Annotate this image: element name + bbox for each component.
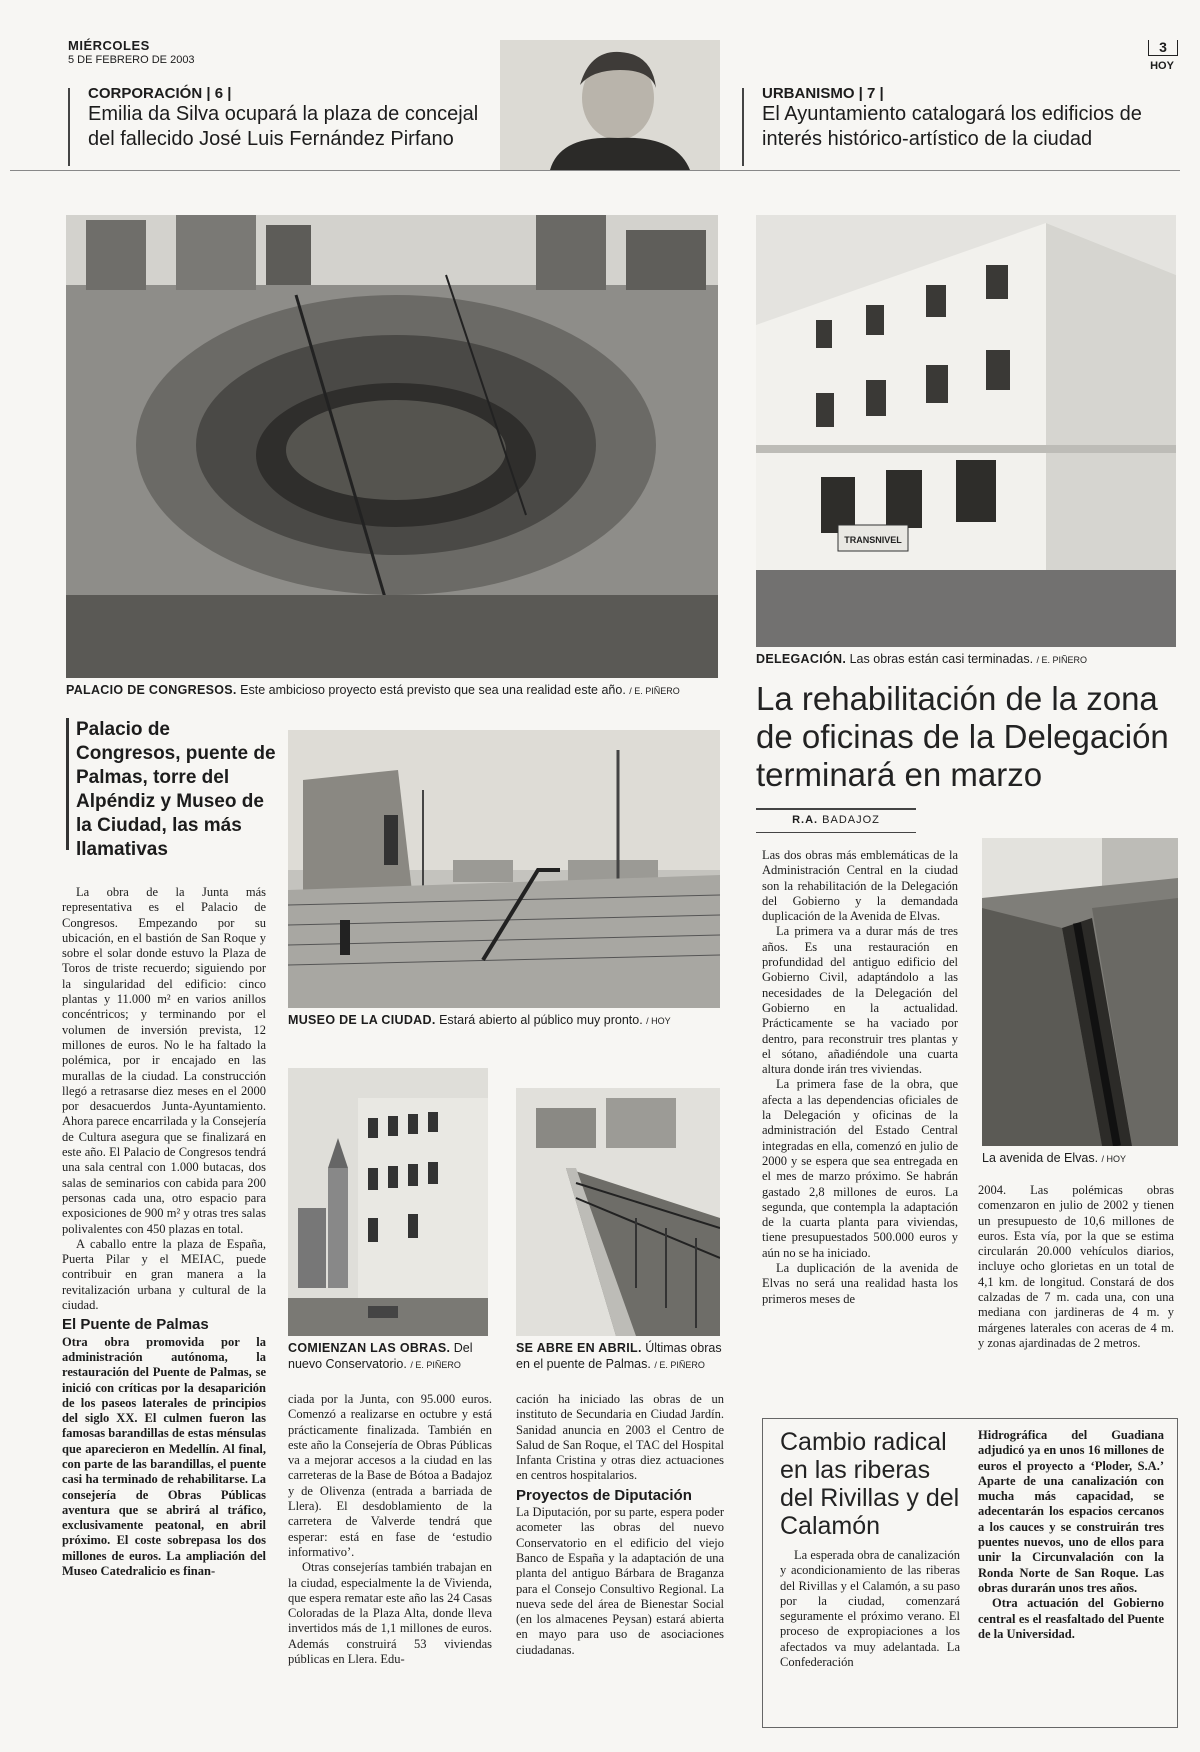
palacio-caption <box>66 682 726 699</box>
museo-caption-label: MUSEO DE LA CIUDAD. <box>288 1013 436 1027</box>
museo-caption <box>288 1012 728 1029</box>
elvas-photo <box>982 838 1178 1146</box>
byline <box>756 814 916 826</box>
conservatorio-caption <box>288 1340 498 1373</box>
puente-caption-label: SE ABRE EN ABRIL. <box>516 1341 642 1355</box>
elvas-caption <box>982 1150 1182 1167</box>
left-col1-p3: Otra obra promovida por la administración autónoma, la restauración del Puente de Palmas, se inició con críticas por la desaparición de los paseos laterales de principios del siglo XX. El culmen fueron las famosas barandillas de estas ménsulas que aparecieron en Medellín. Al final, con parte de las barandillas, el puente casi ha terminado de rehabilitarse. La consejería de Obras Públicas aventura que se abrirá al tráfico, exclusivamente peatonal, en abril próximo. El coste sobrepasa los dos millones de euros. La ampliación del Museo Catedralicio es finan- <box>62 1334 266 1579</box>
puente-caption <box>516 1340 728 1373</box>
left-col1-p2: A caballo entre la plaza de España, Puerta Pilar y el MEIAC, puede contribuir en gran manera a la revitalización urbana y cultural de la ciudad. <box>62 1236 266 1313</box>
puente-caption-credit: / E. PIÑERO <box>654 1360 705 1370</box>
teaser-right-text: El Ayuntamiento catalogará los edificios de interés histórico-artístico de la ciudad <box>762 103 1142 150</box>
teaser-left-text: Emilia da Silva ocupará la plaza de concejal del fallecido José Luis Fernández Pirfano <box>88 103 479 150</box>
delegacion-caption-credit: / E. PIÑERO <box>1036 655 1088 665</box>
teaser-left-section: CORPORACIÓN <box>88 85 203 102</box>
museo-photo <box>288 730 720 1008</box>
rivillas-col1-text: La esperada obra de canalización y acondicionamiento de las riberas del Rivillas y el Calamón, a su paso por la ciudad, comenzará seguramente el próximo verano. El proceso de expropiaciones a los afectados va muy adelantada. La Confederación <box>780 1548 960 1670</box>
left-article-col3 <box>516 1392 724 1658</box>
left-col3-p1: cación ha iniciado las obras de un instituto de Secundaria en Ciudad Jardín. Sanidad anuncia en 2003 el Centro de Salud de San Roque, el TAC del Hospital Infanta Cristina y otras diez actuaciones en centros hospitalarios. <box>516 1392 724 1483</box>
delegacion-caption <box>756 651 1186 668</box>
page-number: 3 <box>1148 40 1178 56</box>
delegacion-caption-label: DELEGACIÓN. <box>756 652 847 666</box>
elvas-caption-credit: / HOY <box>1101 1154 1127 1164</box>
museo-caption-credit: / HOY <box>646 1016 671 1026</box>
header-rule <box>10 170 1180 171</box>
conservatorio-photo <box>288 1068 488 1336</box>
teaser-right-divider <box>742 88 744 166</box>
right-col1-p3: La primera fase de la obra, que afecta a las dependencias oficiales de la Delegación y oficinas de la administración del Estado Central integradas en ella, comenzó en julio de 2000 y se espera que sea entregada en el mes de marzo próximo. Se habrán gastado 2,8 millones de euros. La segunda, que contempla la adaptación de la cuarta planta para viviendas, tiene presupuestados 500.000 euros y aún no se ha iniciado. <box>762 1077 958 1260</box>
byline-top-rule <box>756 808 916 810</box>
palacio-photo <box>66 215 718 678</box>
headline-bar <box>66 718 69 850</box>
delegacion-caption-text: Las obras están casi terminadas. <box>849 652 1034 666</box>
rivillas-headline: Cambio radical en las riberas del Rivillas y del Calamón <box>780 1428 960 1540</box>
left-col1-p1: La obra de la Junta más representativa es el Palacio de Congresos. Empezando por su ubicación, en el bastión de San Roque y sobre el solar donde estuvo la Plaza de Toros de triste recuerdo; siguiendo por la singularidad del edificio: cinco plantas y 11.000 m² en varios anillos concéntricos; y terminando por el volumen de inversión prevista, 12 millones de euros. No le ha faltado la polémica, por ir encajado en las murallas de la ciudad. La construcción llegó a retrasarse diez meses en el 2000 por desacuerdos Junta-Ayuntamiento. Ahora parece encarrilada y la Consejería de Cultura asegura que se finalizará en este año. El Palacio de Congresos tendrá una sala central con 1.000 butacas, dos salas de seminarios con cabida para 200 personas cada una, otro espacio para exposiciones de 900 m² y otras tres salas polivalentes con 450 plazas en total. <box>62 885 266 1236</box>
byline-bottom-rule <box>756 832 916 833</box>
conservatorio-caption-label: COMIENZAN LAS OBRAS. <box>288 1341 451 1355</box>
rivillas-col2-p1: Hidrográfica del Guadiana adjudicó ya en unos 16 millones de euros el proyecto a ‘Ploder, S.A.’ Aparte de una canalización con mucha más capacidad, se adecentarán los espacios cercanos a los cauces y se construirán tres puentes nuevos, uno de ellos para unir la Circunvalación con la Ronda Norte de San Roque. Las obras durarán unos tres años. <box>978 1428 1164 1595</box>
elvas-caption-text: La avenida de Elvas. <box>982 1151 1099 1165</box>
portrait-photo <box>500 40 720 170</box>
puente-caption-text: Últimas obras en el puente de Palmas. <box>516 1341 722 1371</box>
diputacion-subhead: Proyectos de Diputación <box>516 1486 692 1504</box>
museo-caption-text: Estará abierto al público muy pronto. <box>439 1013 643 1027</box>
puente-subhead: El Puente de Palmas <box>62 1316 209 1334</box>
right-col1-p4: La duplicación de la avenida de Elvas no será una realidad hasta los primeros meses de <box>762 1261 958 1306</box>
right-col2-p1: 2004. Las polémicas obras comenzaron en julio de 2002 y tienen un presupuesto de 10,6 millones de euros. Esta vía, por la que se estima circularán 20.000 vehículos diarios, incluye ocho glorietas en un total de 4,1 km. de longitud. Constará de dos calzadas de 7 m. cada una, con una mediana con jardineras de 4 m. y márgenes laterales con aceras de 4 m. y zonas ajardinadas de 2 metros. <box>978 1183 1174 1350</box>
right-article-col2 <box>978 1183 1174 1351</box>
teaser-right-section: URBANISMO <box>762 85 855 102</box>
publication-name: HOY <box>1150 60 1174 72</box>
palacio-headline: Palacio de Congresos, puente de Palmas, torre del Alpéndiz y Museo de la Ciudad, las más llamativas <box>76 719 276 860</box>
puente-photo <box>516 1088 720 1336</box>
rivillas-col1 <box>780 1548 960 1670</box>
teaser-left: CORPORACIÓN | 6 | Emilia da Silva ocupará la plaza de concejal del fallecido José Luis Fernández Pirfano <box>88 85 508 152</box>
right-article-col1 <box>762 848 958 1307</box>
byline-name: R.A. <box>792 814 819 826</box>
masthead-day: MIÉRCOLES <box>68 38 150 53</box>
palacio-caption-label: PALACIO DE CONGRESOS. <box>66 683 237 697</box>
conservatorio-caption-text: Del nuevo Conservatorio. <box>288 1341 473 1371</box>
right-col1-p2: La primera va a durar más de tres años. Es una restauración en profundidad del antiguo edificio del Gobierno Civil, adaptándolo a las necesidades de la Delegación del Gobierno en la actualidad. Prácticamente se ha vaciado por dentro, para reconstruir tres plantas y el sótano, añadiéndole una cuarta altura donde irán tres viviendas. <box>762 924 958 1077</box>
left-col2-p1: ciada por la Junta, con 95.000 euros. Comenzó a realizarse en octubre y está prácticamente finalizada. También en este año la Consejería de Obras Públicas va a mejorar accesos a la ciudad en las carreteras de la Base de Bótoa a Badajoz y de Olivenza (entrada a barriada de Llera). El desdoblamiento de la carretera de Valverde tendrá que esperar: está en fase de ‘estudio informativo’. <box>288 1392 492 1559</box>
conservatorio-caption-credit: / E. PIÑERO <box>410 1360 461 1370</box>
delegacion-photo <box>756 215 1176 647</box>
left-col3-p2: La Diputación, por su parte, espera poder acometer las obras del nuevo Conservatorio en el edificio del viejo Banco de España y la adaptación de una planta del antiguo Bárbara de Braganza para el Consejo Consultivo Regional. La nueva sede del área de Bienestar Social (en los almacenes Peysan) estará abierta en mayo para uso de asociaciones ciudadanas. <box>516 1505 724 1657</box>
rivillas-col2-p2: Otra actuación del Gobierno central es el reasfaltado del Puente de la Universidad. <box>978 1596 1164 1641</box>
delegacion-sign-text: TRANSNIVEL <box>844 535 902 545</box>
teaser-right: URBANISMO | 7 | El Ayuntamiento catalogará los edificios de interés histórico-artístico de la ciudad <box>762 85 1182 152</box>
rivillas-col2 <box>978 1428 1164 1642</box>
delegacion-headline: La rehabilitación de la zona de oficinas de la Delegación terminará en marzo <box>756 680 1169 793</box>
teaser-right-page: 7 <box>867 85 876 102</box>
right-col1-p1: Las dos obras más emblemáticas de la Administración Central en la ciudad son la rehabilitación de la Delegación del Gobierno y la demandada duplicación de la Avenida de Elvas. <box>762 848 958 924</box>
palacio-caption-text: Este ambicioso proyecto está previsto que sea una realidad este año. <box>240 683 626 697</box>
teaser-left-page: 6 <box>214 85 224 102</box>
byline-city: BADAJOZ <box>822 814 880 826</box>
left-article-col1 <box>62 885 266 1579</box>
palacio-caption-credit: / E. PIÑERO <box>629 686 680 696</box>
left-col2-p2: Otras consejerías también trabajan en la ciudad, especialmente la de Vivienda, que espera rematar este año las 24 Casas Coloradas de la Plaza Alta, donde lleva invertidos más de 1,1 millones de euros. Además construirá 53 viviendas públicas en Llera. Edu- <box>288 1560 492 1667</box>
left-article-col2 <box>288 1392 492 1667</box>
masthead-date: 5 DE FEBRERO DE 2003 <box>68 54 195 66</box>
teaser-left-divider <box>68 88 70 166</box>
